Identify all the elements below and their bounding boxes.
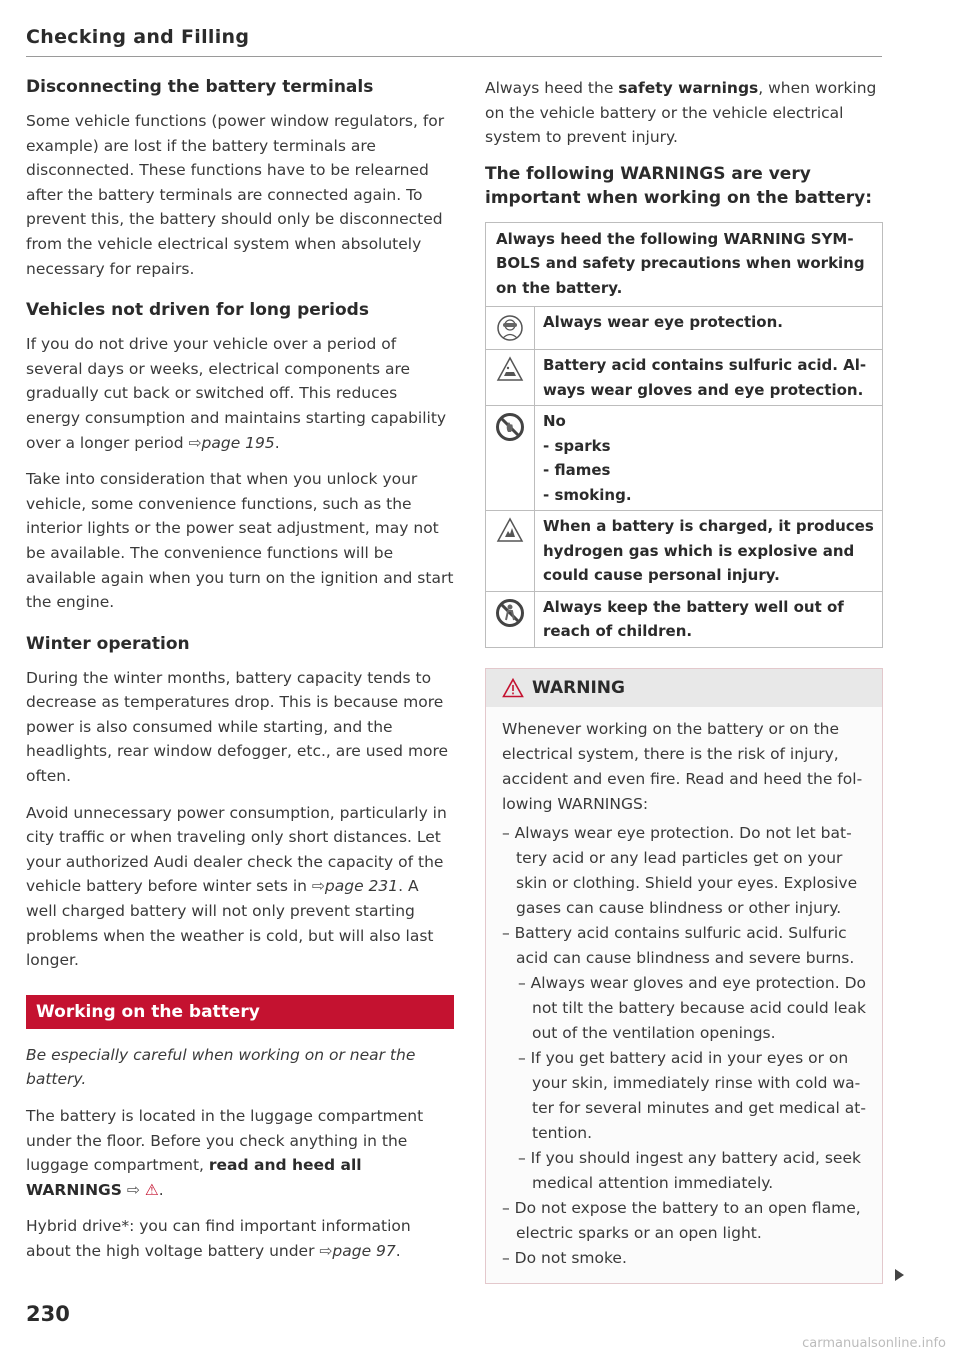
warning-symbols-table xyxy=(485,222,883,648)
list-item: – Do not expose the battery to an open flame, electric sparks or an open light. xyxy=(502,1198,861,1242)
page-reference-link[interactable]: page 231 xyxy=(324,877,399,896)
table-row xyxy=(486,406,883,511)
page-reference-link[interactable]: page 97 xyxy=(332,1241,396,1260)
list-item: – Always wear gloves and eye protection. Do not tilt the battery because acid could leak out of the ventilation openings. xyxy=(518,973,867,1042)
cross-reference-arrow-icon: ⇨ xyxy=(311,877,325,896)
table-cell: No - sparks - flames - smoking. xyxy=(535,406,883,511)
table-row xyxy=(486,307,883,350)
warning-triangle-icon xyxy=(502,678,524,698)
section-heading-winter: Winter operation xyxy=(26,633,190,654)
table-row xyxy=(486,591,883,647)
acid-hazard-icon xyxy=(486,350,535,406)
keep-away-from-children-icon xyxy=(486,591,535,647)
warning-intro: Whenever working on the battery or on the electrical system, there is the risk of injury, accident and even fire. Read and heed the following WARNINGS: xyxy=(502,719,863,813)
warning-list xyxy=(502,821,866,1271)
warning-box xyxy=(485,668,883,1284)
paragraph: Avoid unnecessary power consumption, particularly in city traffic or when traveling only short distances. Let your authorized Audi dealer check the capacity of the vehicle battery before winter sets in ⇨page 231. A well charged battery will not only prevent starting problems when the weather is cold, but will also last longer. xyxy=(26,803,447,970)
list-item: – Always wear eye protection. Do not let battery acid or any lead particles get on your skin or clothing. Shield your eyes. Explosive gases can cause blindness or other injury. xyxy=(502,823,858,917)
header-divider xyxy=(26,56,882,57)
warning-box-header xyxy=(486,669,882,707)
continue-arrow-icon[interactable] xyxy=(895,1269,904,1281)
paragraph: Take into consideration that when you unlock your vehicle, some convenience functions, such as the interior lights or the power seat adjustment, may not be available. The convenience functions will be available again when you turn on the ignition and start the engine. xyxy=(26,470,454,612)
table-cell: Always keep the battery well out of reach of children. xyxy=(535,591,883,647)
paragraph: The battery is located in the luggage compartment under the floor. Before you check anything in the luggage compartment, read and heed all WARNINGS ⇨ ⚠. xyxy=(26,1107,424,1199)
warning-title: WARNING xyxy=(532,677,625,698)
table-row xyxy=(486,350,883,406)
watermark: carmanualsonline.info xyxy=(802,1336,946,1351)
list-item: – If you should ingest any battery acid, seek medical attention immediately. xyxy=(518,1148,861,1192)
cross-reference-arrow-icon: ⇨ xyxy=(188,433,202,452)
cross-reference-arrow-icon: ⇨ xyxy=(319,1241,333,1260)
section-heading-disconnecting: Disconnecting the battery terminals xyxy=(26,77,374,97)
paragraph: Always heed the safety warnings, when working on the vehicle battery or the vehicle electrical system to prevent injury. xyxy=(485,79,877,147)
explosive-gas-icon xyxy=(486,511,535,592)
bold-text: read and heed all WARNINGS xyxy=(26,1156,362,1199)
table-header: Always heed the following WARNING SYMBOLS and safety precautions when working on the battery. xyxy=(486,222,883,307)
page-header-title: Checking and Filling xyxy=(26,26,250,48)
cross-reference-arrow-icon: ⇨ xyxy=(126,1180,140,1199)
list-item: – Do not smoke. xyxy=(502,1248,627,1267)
section-heading-long-periods: Vehicles not driven for long periods xyxy=(26,300,369,321)
section-title-bar: Working on the battery xyxy=(26,995,454,1029)
table-cell: When a battery is charged, it produces hydrogen gas which is explosive and could cause personal injury. xyxy=(535,511,883,592)
paragraph: Hybrid drive*: you can find important information about the high voltage battery under ⇨page 97. xyxy=(26,1217,411,1260)
table-row xyxy=(486,511,883,592)
list-item: – If you get battery acid in your eyes or on your skin, immediately rinse with cold water for several minutes and get medical attention. xyxy=(518,1048,866,1142)
table-cell: Always wear eye protection. xyxy=(535,307,883,350)
page-number: 230 xyxy=(26,1302,70,1326)
left-column xyxy=(26,76,454,1276)
page-reference-link[interactable]: page 195 xyxy=(201,433,275,452)
eye-protection-icon xyxy=(486,307,535,350)
warnings-heading: The following WARNINGS are very important when working on the battery: xyxy=(485,163,873,208)
right-column xyxy=(485,76,883,1284)
paragraph: During the winter months, battery capacity tends to decrease as temperatures drop. This is because more power is also consumed while starting, and the headlights, rear window defogger, etc., are used more often. xyxy=(26,668,449,786)
bold-text: safety warnings xyxy=(618,79,759,97)
warning-triangle-icon[interactable]: ⚠ xyxy=(144,1180,159,1199)
list-item: – Battery acid contains sulfuric acid. Sulfuric acid can cause blindness and severe burns. xyxy=(502,923,855,967)
section-intro: Be especially careful when working on or near the battery. xyxy=(26,1045,416,1089)
table-cell: Battery acid contains sulfuric acid. Always wear gloves and eye protection. xyxy=(535,350,883,406)
paragraph: Some vehicle functions (power window regulators, for example) are lost if the battery terminals are disconnected. These functions have to be relearned after the battery terminals are connected again. To prevent this, the battery should only be disconnected from the vehicle electrical system when absolutely necessary for repairs. xyxy=(26,112,445,278)
paragraph: If you do not drive your vehicle over a period of several days or weeks, electrical components are gradually cut back or switched off. This reduces energy consumption and maintains starting capability over a longer period ⇨page 195. xyxy=(26,335,447,452)
no-open-flame-icon xyxy=(486,406,535,511)
